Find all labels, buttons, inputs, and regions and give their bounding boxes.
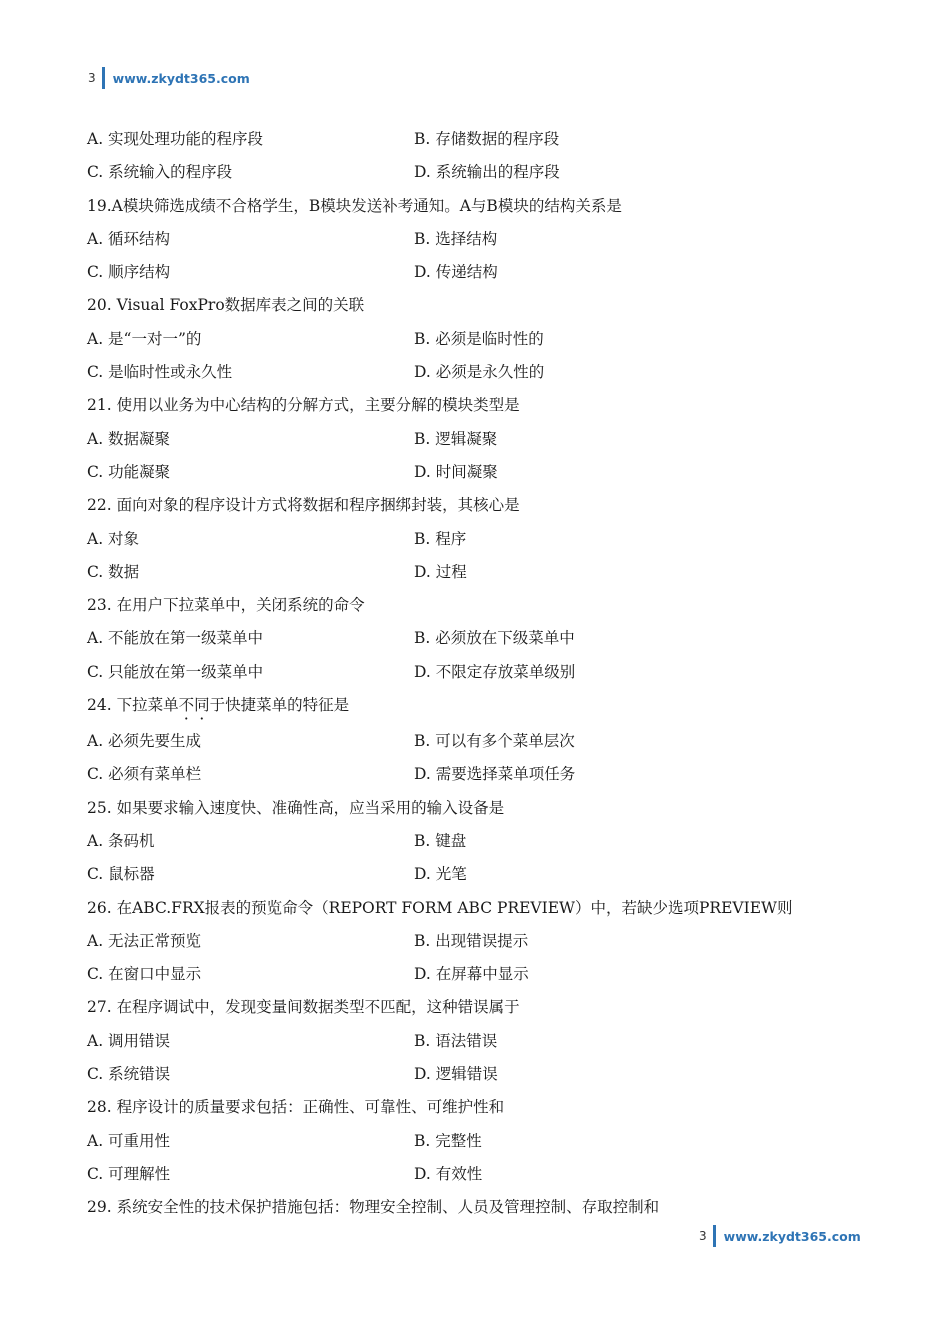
question-text: 19.A模块筛选成绩不合格学生，B模块发送补考通知。A与B模块的结构关系是 (87, 196, 622, 215)
option-row (87, 226, 867, 259)
option-row (87, 761, 867, 794)
option-left: A. 无法正常预览 (87, 931, 202, 950)
option-row (87, 126, 867, 159)
option-row (87, 659, 867, 692)
question-text (87, 692, 867, 728)
question-text: 26. 在ABC.FRX报表的预览命令（REPORT FORM ABC PREVIEW）中，若缺少选项PREVIEW则 (87, 898, 793, 917)
option-right: D. 过程 (414, 562, 467, 581)
option-row (87, 526, 867, 559)
option-left: A. 是“一对一”的 (87, 329, 202, 348)
option-row (87, 359, 867, 392)
option-left: C. 系统输入的程序段 (87, 163, 233, 182)
question-text: 25. 如果要求输入速度快、准确性高，应当采用的输入设备是 (87, 798, 505, 817)
option-right: B. 存储数据的程序段 (414, 130, 560, 148)
option-right: D. 需要选择菜单项任务 (414, 765, 576, 784)
option-right: B. 可以有多个菜单层次 (414, 732, 575, 751)
page-header (88, 67, 250, 89)
header-divider (102, 67, 105, 89)
emphasized-char: 同 (194, 696, 210, 715)
option-row (87, 828, 867, 861)
option-left: A. 可重用性 (87, 1131, 171, 1150)
question-text: 23. 在用户下拉菜单中，关闭系统的命令 (87, 596, 365, 615)
option-left: A. 条码机 (87, 831, 155, 850)
option-row (87, 259, 867, 292)
option-row (87, 928, 867, 961)
question-text-part: 24. 下拉菜单 (87, 696, 179, 715)
option-left: C. 可理解性 (87, 1164, 171, 1183)
option-right: B. 语法错误 (414, 1031, 498, 1050)
option-left: C. 只能放在第一级菜单中 (87, 662, 264, 681)
option-row (87, 426, 867, 459)
option-left: A. 实现处理功能的程序段 (87, 130, 264, 148)
option-row (87, 1061, 867, 1094)
option-left: C. 鼠标器 (87, 865, 155, 884)
option-left: C. 是临时性或永久性 (87, 363, 233, 382)
header-site-link[interactable]: www.zkydt365.com (112, 70, 250, 86)
option-left: C. 系统错误 (87, 1065, 171, 1084)
option-right: D. 必须是永久性的 (414, 363, 545, 382)
option-row (87, 1128, 867, 1161)
option-right: B. 键盘 (414, 831, 467, 850)
option-left: A. 对象 (87, 529, 140, 548)
question-text: 20. Visual FoxPro数据库表之间的关联 (87, 296, 365, 315)
question-text: 21. 使用以业务为中心结构的分解方式，主要分解的模块类型是 (87, 396, 520, 415)
option-right: B. 选择结构 (414, 229, 498, 248)
emphasized-char: 不 (178, 696, 195, 715)
option-left: C. 在窗口中显示 (87, 965, 202, 984)
option-right: D. 时间凝聚 (414, 462, 498, 481)
question-text: 22. 面向对象的程序设计方式将数据和程序捆绑封装，其核心是 (87, 496, 520, 515)
option-row (87, 861, 867, 894)
option-right: B. 必须放在下级菜单中 (414, 629, 575, 648)
option-right: B. 必须是临时性的 (414, 329, 544, 348)
option-right: B. 出现错误提示 (414, 931, 529, 950)
page-footer (699, 1225, 861, 1247)
option-left: C. 必须有菜单栏 (87, 765, 202, 784)
footer-divider (713, 1225, 716, 1247)
option-left: A. 循环结构 (87, 229, 171, 248)
option-row (87, 459, 867, 492)
question-text: 29. 系统安全性的技术保护措施包括：物理安全控制、人员及管理控制、存取控制和 (87, 1198, 660, 1217)
option-left: A. 必须先要生成 (87, 732, 202, 751)
footer-site-link[interactable]: www.zkydt365.com (723, 1228, 861, 1244)
question-text-part: 于快捷菜单的特征是 (209, 696, 350, 715)
question-text: 27. 在程序调试中，发现变量间数据类型不匹配，这种错误属于 (87, 998, 520, 1017)
option-left: C. 顺序结构 (87, 263, 171, 282)
option-left: A. 调用错误 (87, 1031, 171, 1050)
option-left: C. 数据 (87, 562, 140, 581)
option-row (87, 159, 867, 192)
option-row (87, 961, 867, 994)
option-right: B. 程序 (414, 529, 467, 548)
option-row (87, 728, 867, 761)
option-left: A. 不能放在第一级菜单中 (87, 629, 264, 648)
option-right: D. 在屏幕中显示 (414, 965, 529, 984)
option-row (87, 559, 867, 592)
option-row (87, 326, 867, 359)
option-right: D. 传递结构 (414, 263, 498, 282)
option-right: D. 逻辑错误 (414, 1065, 498, 1084)
option-right: D. 系统输出的程序段 (414, 163, 560, 182)
option-right: B. 完整性 (414, 1131, 482, 1150)
option-row (87, 1161, 867, 1194)
option-right: D. 有效性 (414, 1164, 483, 1183)
header-page-number: 3 (88, 71, 96, 85)
option-row (87, 625, 867, 658)
option-right: D. 光笔 (414, 865, 467, 884)
option-right: D. 不限定存放菜单级别 (414, 662, 576, 681)
question-text: 28. 程序设计的质量要求包括：正确性、可靠性、可维护性和 (87, 1098, 505, 1117)
footer-page-number: 3 (699, 1229, 707, 1243)
option-right: B. 逻辑凝聚 (414, 429, 498, 448)
question-list (87, 126, 867, 1228)
option-left: A. 数据凝聚 (87, 429, 171, 448)
option-left: C. 功能凝聚 (87, 462, 171, 481)
option-row (87, 1028, 867, 1061)
